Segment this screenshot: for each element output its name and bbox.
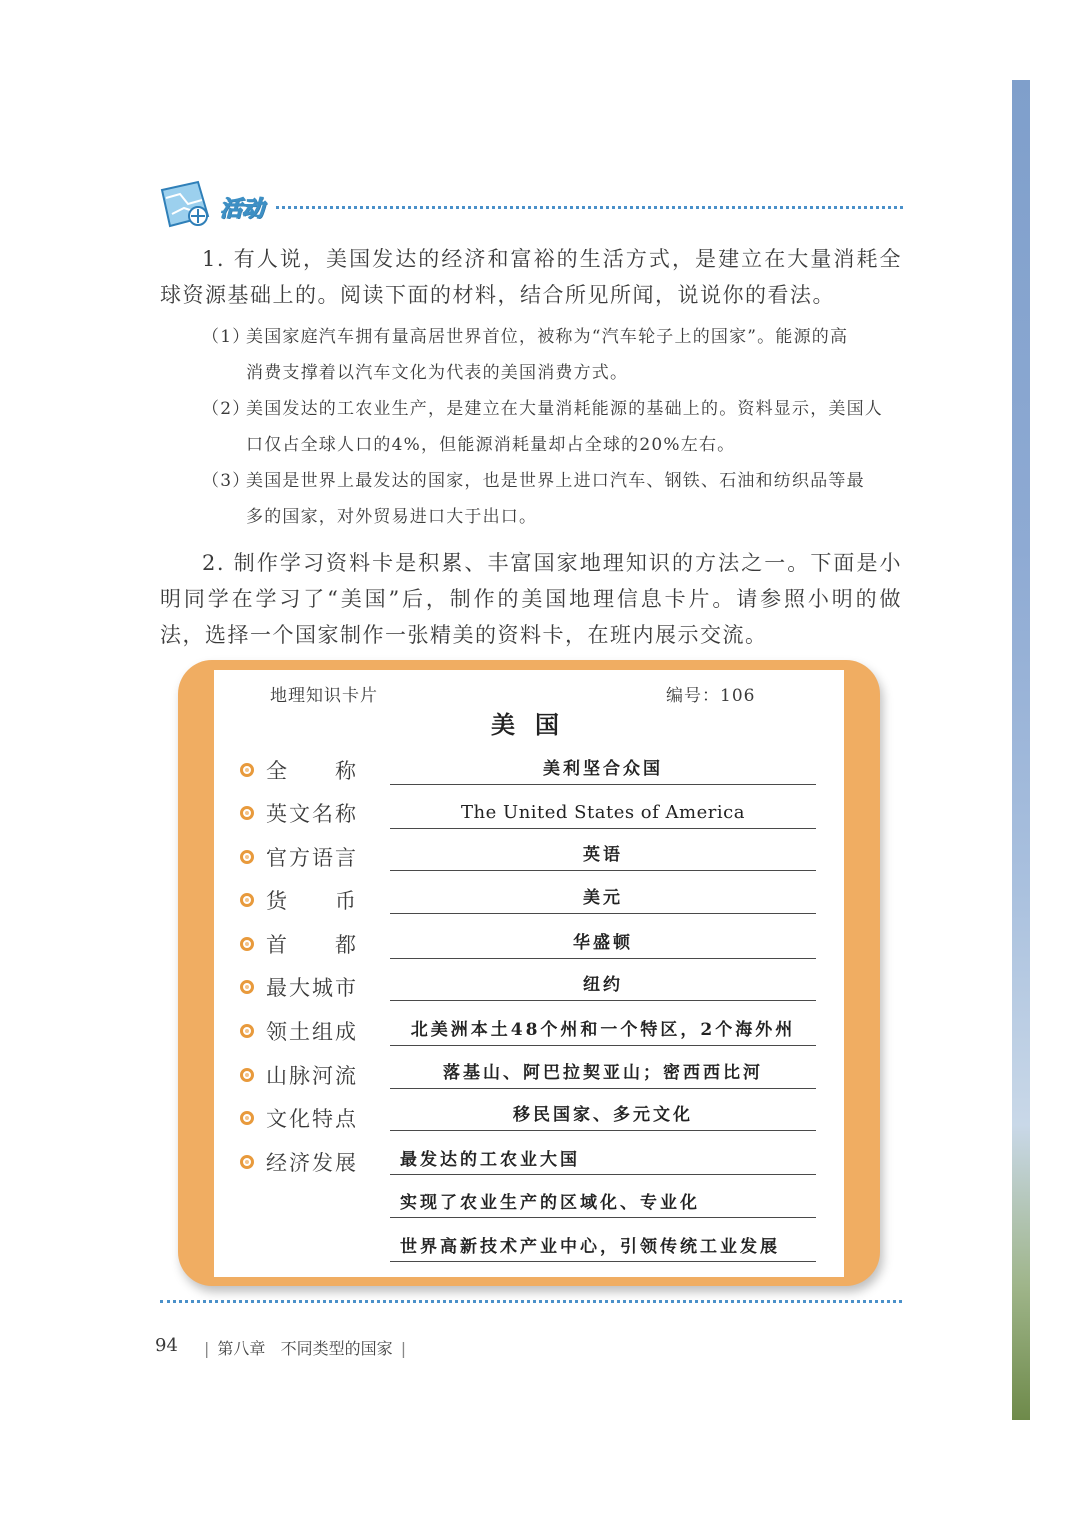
material-line: 消费支撑着以汽车文化为代表的美国消费方式。 [246, 363, 629, 383]
chapter-number: 第八章 [217, 1339, 266, 1358]
material-item [202, 463, 902, 535]
row-value-continued: 实现了农业生产的区域化、专业化 [390, 1188, 816, 1218]
row-value: 美元 [390, 883, 816, 914]
material-number: （3） [202, 471, 251, 491]
row-value: The United States of America [390, 798, 816, 829]
row-value: 落基山、阿巴拉契亚山；密西西比河 [390, 1058, 816, 1089]
material-line: 口仅占全球人口的4%，但能源消耗量却占全球的20%左右。 [246, 435, 736, 455]
card-number: 编号：106 [666, 686, 756, 706]
question-2-number: 2. [202, 551, 226, 575]
bullet-icon [240, 850, 254, 864]
material-number: （2） [202, 399, 251, 419]
row-label: 货币 [266, 889, 356, 913]
separator: | [400, 1339, 407, 1358]
card-title: 美国 [491, 711, 579, 739]
bullet-icon [240, 893, 254, 907]
row-value-continued: 世界高新技术产业中心，引领传统工业发展 [390, 1232, 816, 1262]
row-label: 山脉河流 [266, 1064, 356, 1088]
row-label: 官方语言 [266, 846, 356, 870]
bullet-icon [240, 1024, 254, 1038]
page-edge-strip [1012, 80, 1030, 1420]
material-number: （1） [202, 327, 251, 347]
row-value: 最发达的工农业大国 [390, 1145, 816, 1175]
row-label: 全称 [266, 759, 356, 783]
material-item [202, 319, 902, 391]
page-number: 94 [155, 1335, 178, 1356]
bullet-icon [240, 1111, 254, 1125]
chapter-heading [196, 1336, 414, 1359]
question-1 [160, 241, 902, 313]
card-label: 地理知识卡片 [270, 686, 378, 706]
question-1-number: 1. [202, 247, 226, 271]
row-value: 移民国家、多元文化 [390, 1100, 816, 1131]
map-compass-icon [158, 180, 212, 230]
bullet-icon [240, 806, 254, 820]
material-line: 美国家庭汽车拥有量高居世界首位，被称为“汽车轮子上的国家”。能源的高 [246, 327, 849, 347]
row-label: 最大城市 [266, 976, 356, 1000]
row-label: 英文名称 [266, 802, 356, 826]
material-line: 多的国家，对外贸易进口大于出口。 [246, 507, 538, 527]
row-value: 北美洲本土48个州和一个特区，2个海外州 [390, 1015, 816, 1046]
footer-divider [160, 1300, 902, 1303]
row-value: 纽约 [390, 970, 816, 1001]
row-label: 经济发展 [266, 1151, 356, 1175]
bullet-icon [240, 1068, 254, 1082]
row-label: 领土组成 [266, 1020, 356, 1044]
chapter-title: 不同类型的国家 [280, 1339, 393, 1358]
material-line: 美国是世界上最发达的国家，也是世界上进口汽车、钢铁、石油和纺织品等最 [246, 471, 865, 491]
bullet-icon [240, 937, 254, 951]
row-value: 美利坚合众国 [390, 754, 816, 785]
material-line: 美国发达的工农业生产，是建立在大量消耗能源的基础上的。资料显示，美国人 [246, 399, 883, 419]
question-1-text: 有人说，美国发达的经济和富裕的生活方式，是建立在大量消耗全球资源基础上的。阅读下面的材料，结合所见所闻，说说你的看法。 [160, 247, 902, 307]
header-divider [276, 206, 903, 209]
activity-title: 活动 [220, 197, 265, 222]
row-value: 英语 [390, 840, 816, 871]
question-2-text: 制作学习资料卡是积累、丰富国家地理知识的方法之一。下面是小明同学在学习了“美国”后，制作的美国地理信息卡片。请参照小明的做法，选择一个国家制作一张精美的资料卡，在班内展示交流。 [160, 551, 902, 647]
row-label: 文化特点 [266, 1107, 356, 1131]
activity-header [158, 180, 903, 232]
row-label: 首都 [266, 933, 356, 957]
row-value: 华盛顿 [390, 928, 816, 959]
question-2 [160, 545, 902, 653]
bullet-icon [240, 763, 254, 777]
bullet-icon [240, 980, 254, 994]
material-item [202, 391, 902, 463]
separator: | [204, 1339, 210, 1358]
bullet-icon [240, 1155, 254, 1169]
